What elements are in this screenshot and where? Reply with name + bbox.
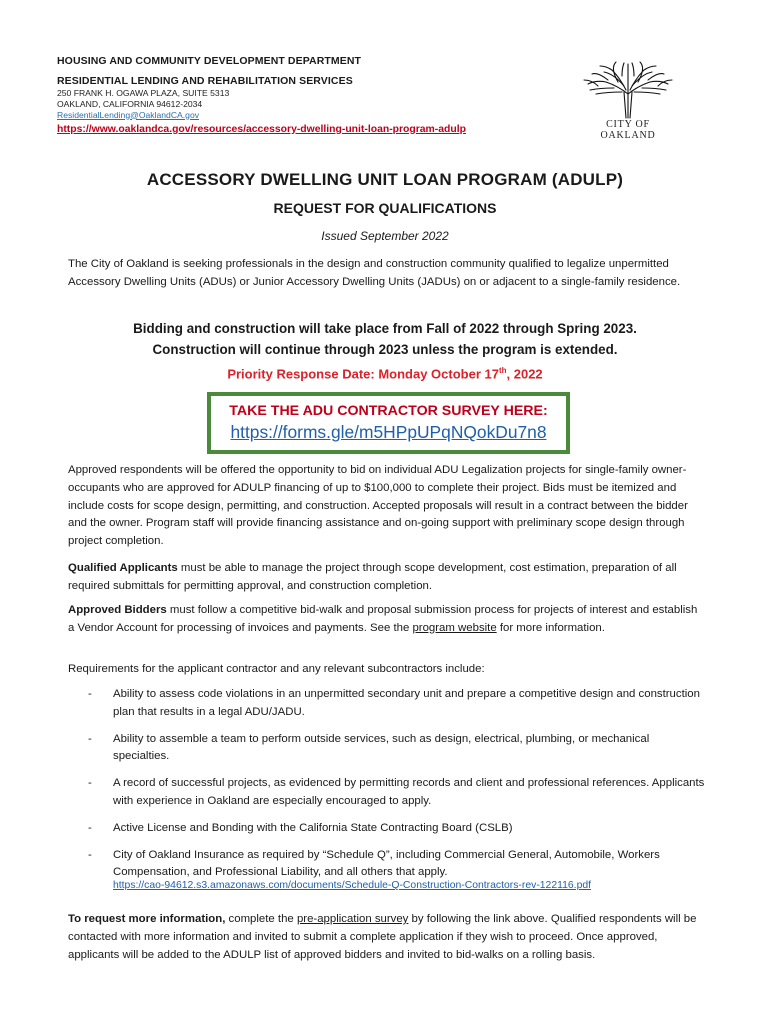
qualified-applicants-text: must be able to manage the project through scope development, cost estimation, preparation of all required submittals for permitting approval, and construction completion. xyxy=(68,562,677,592)
program-website-link[interactable]: program website xyxy=(412,621,497,634)
bullet-dash: - xyxy=(88,821,92,834)
survey-title: TAKE THE ADU CONTRACTOR SURVEY HERE: xyxy=(229,403,548,419)
requirements-intro: Requirements for the applicant contractor and any relevant subcontractors include: xyxy=(68,663,485,675)
document-title: ACCESSORY DWELLING UNIT LOAN PROGRAM (ADULP) xyxy=(146,170,624,189)
list-item xyxy=(88,731,708,767)
more-info-after: by following the link above. Qualified respondents will be contacted with more information and invited to submit a complete application if they wish to proceed. Once approved, applicants will be added to the ADULP list of approved bidders and invited to bid-walks on a rolling basis. xyxy=(68,913,697,961)
document-subtitle: REQUEST FOR QUALIFICATIONS xyxy=(273,200,497,216)
requirement-text: Ability to assess code violations in an unpermitted secondary unit and prepare a competitive design and construction plan that results in a legal ADU/JADU. xyxy=(113,688,700,718)
priority-sup: th xyxy=(498,366,507,375)
priority-text: Priority Response Date: Monday October 17 xyxy=(227,366,499,382)
address-line-1: 250 FRANK H. OGAWA PLAZA, SUITE 5313 xyxy=(57,88,230,98)
list-item xyxy=(88,820,708,838)
approved-bidders-paragraph xyxy=(68,602,704,638)
requirement-text: A record of successful projects, as evidenced by permitting records and client and professional references. Applicants with experience in Oakland are especially encouraged to apply. xyxy=(113,777,705,807)
requirement-text: City of Oakland Insurance as required by “Schedule Q”, including Commercial General, Automobile, Workers Compensation, and Professional Liability, and all others that apply. xyxy=(113,848,660,879)
bullet-dash: - xyxy=(88,848,92,861)
requirements-list xyxy=(88,686,708,882)
approved-bidders-label: Approved Bidders xyxy=(68,604,167,616)
schedule-line-2: Construction will continue through 2023 unless the program is extended. xyxy=(152,342,618,357)
department-name: HOUSING AND COMMUNITY DEVELOPMENT DEPARTMENT xyxy=(57,55,362,67)
list-item xyxy=(88,686,708,722)
approved-respondents-paragraph: Approved respondents will be offered the opportunity to bid on individual ADU Legalization projects for single-family owner-occupants who are approved for ADULP financing of up to $100,000 to complete their project. Bids must be itemized and include costs for scope design, permitting, and construction. Accepted proposals will result in a contract between the bidder and the owner. Program staff will provide financing assistance and on-going support with preliminary scope design through project completion. xyxy=(68,464,688,548)
more-info-paragraph xyxy=(68,911,704,964)
approved-bidders-text: must follow a competitive bid-walk and proposal submission process for projects of interest and establish a Vendor Account for processing of invoices and payments. See the xyxy=(68,604,698,634)
list-item xyxy=(88,847,708,883)
program-url-link[interactable]: https://www.oaklandca.gov/resources/accessory-dwelling-unit-loan-program-adulp xyxy=(57,123,466,135)
email-link[interactable]: ResidentialLending@OaklandCA.gov xyxy=(57,109,200,120)
service-name: RESIDENTIAL LENDING AND REHABILITATION SERVICES xyxy=(57,75,353,87)
survey-callout-box xyxy=(207,392,570,454)
bullet-dash: - xyxy=(88,688,92,700)
address-line-2: OAKLAND, CALIFORNIA 94612-2034 xyxy=(57,98,203,109)
list-item xyxy=(88,775,708,811)
priority-year: , 2022 xyxy=(506,366,543,382)
pre-application-survey-link[interactable]: pre-application survey xyxy=(296,913,409,925)
requirement-text: Active License and Bonding with the California State Contracting Board (CSLB) xyxy=(113,821,513,834)
more-info-label: To request more information, xyxy=(68,913,226,925)
approved-bidders-after: for more information. xyxy=(496,621,605,634)
priority-response-date xyxy=(0,366,770,381)
city-of-oakland-wordmark: CITY OF OAKLAND xyxy=(600,119,656,141)
more-info-before: complete the xyxy=(225,913,297,925)
survey-link[interactable]: https://forms.gle/m5HPpUPqNQokDu7n8 xyxy=(230,422,547,442)
bullet-dash: - xyxy=(88,777,92,790)
qualified-applicants-paragraph xyxy=(68,560,704,596)
qualified-applicants-label: Qualified Applicants xyxy=(68,562,178,574)
issued-date: Issued September 2022 xyxy=(321,229,449,243)
letterhead xyxy=(57,54,577,135)
intro-paragraph: The City of Oakland is seeking professionals in the design and construction community qualified to legalize unpermitted Accessory Dwelling Units (ADUs) or Junior Accessory Dwelling Units (JADUs) on or adjacent to a single-family residence. xyxy=(68,258,681,288)
schedule-q-link[interactable]: https://cao-94612.s3.amazonaws.com/documents/Schedule-Q-Construction-Contractors-rev-122116.pdf xyxy=(113,880,592,891)
schedule-line-1: Bidding and construction will take place from Fall of 2022 through Spring 2023. xyxy=(133,321,637,336)
schedule-note xyxy=(0,318,770,360)
bullet-dash: - xyxy=(88,732,92,745)
requirement-text: Ability to assemble a team to perform outside services, such as design, electrical, plumbing, or mechanical specialties. xyxy=(113,732,650,763)
